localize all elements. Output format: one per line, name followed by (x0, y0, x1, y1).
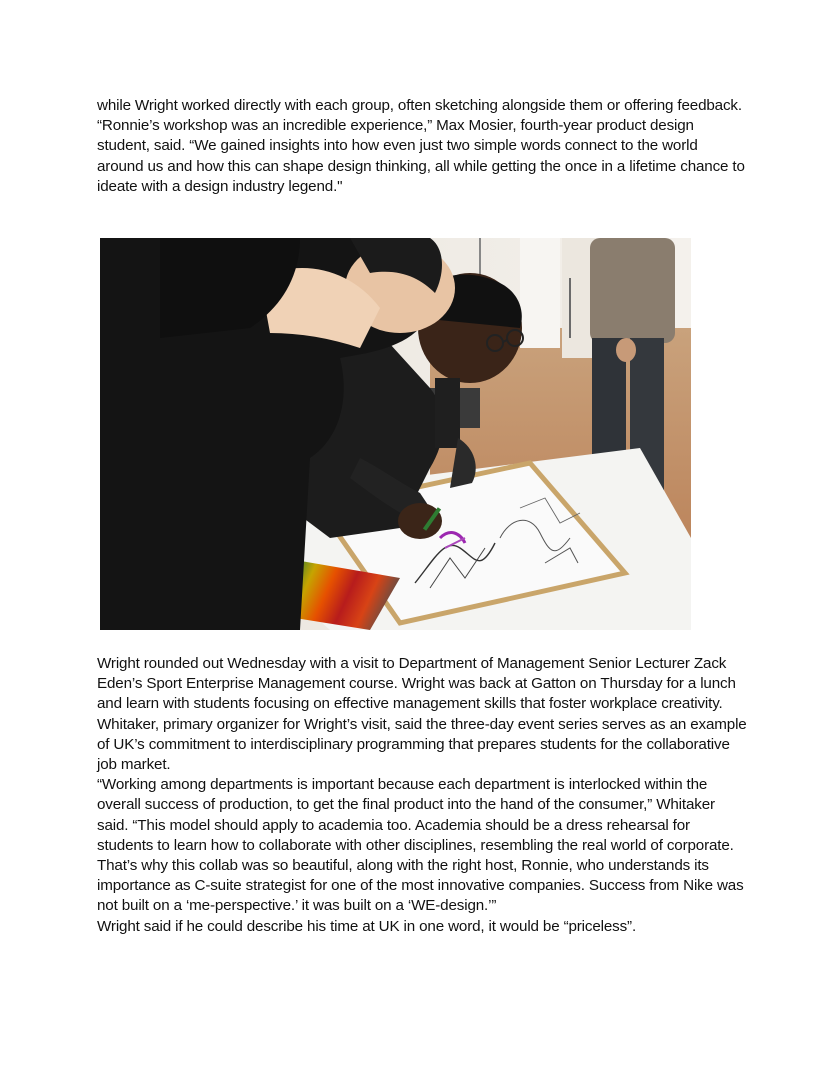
text-block-top (97, 96, 747, 197)
text-block-bottom (97, 654, 747, 937)
paragraph: “Working among departments is important because each department is interlocked within the overall success of production, to get the final product into the hand of the consumer,” Whitaker said. “This model should apply to academia too. Academia should be a dress rehearsal for students to learn how to collaborate with other disciplines, resembling the real world of corporate. That’s why this collab was so beautiful, along with the right host, Ronnie, who understands its importance as C-suite strategist for one of the most innovative companies. Success from Nike was not built on a ‘me-perspective.’ it was built on a ‘WE-design.’” (97, 776, 744, 915)
paragraph: Whitaker, primary organizer for Wright’s visit, said the three-day event series serves as an example of UK’s commitment to interdisciplinary programming that prepares students for the collaborative job market. (97, 715, 747, 774)
paragraph: “Ronnie’s workshop was an incredible experience,” Max Mosier, fourth-year product design student, said. “We gained insights into how even just two simple words connect to the world around us and how this can shape design thinking, all while getting the once in a lifetime chance to ideate with a design industry legend." (97, 117, 745, 195)
paragraph: Wright said if he could describe his time at UK in one word, it would be “priceless”. (97, 917, 637, 935)
photo-illustration (100, 238, 691, 630)
photo-students-sketching (100, 238, 691, 630)
paragraph: while Wright worked directly with each group, often sketching alongside them or offering feedback. (97, 97, 742, 114)
paragraph: Wright rounded out Wednesday with a visit to Department of Management Senior Lecturer Zack Eden’s Sport Enterprise Management course. Wright was back at Gatton on Thursday for a lunch and learn with students focusing on effective management skills that foster workplace creativity. (97, 655, 736, 713)
